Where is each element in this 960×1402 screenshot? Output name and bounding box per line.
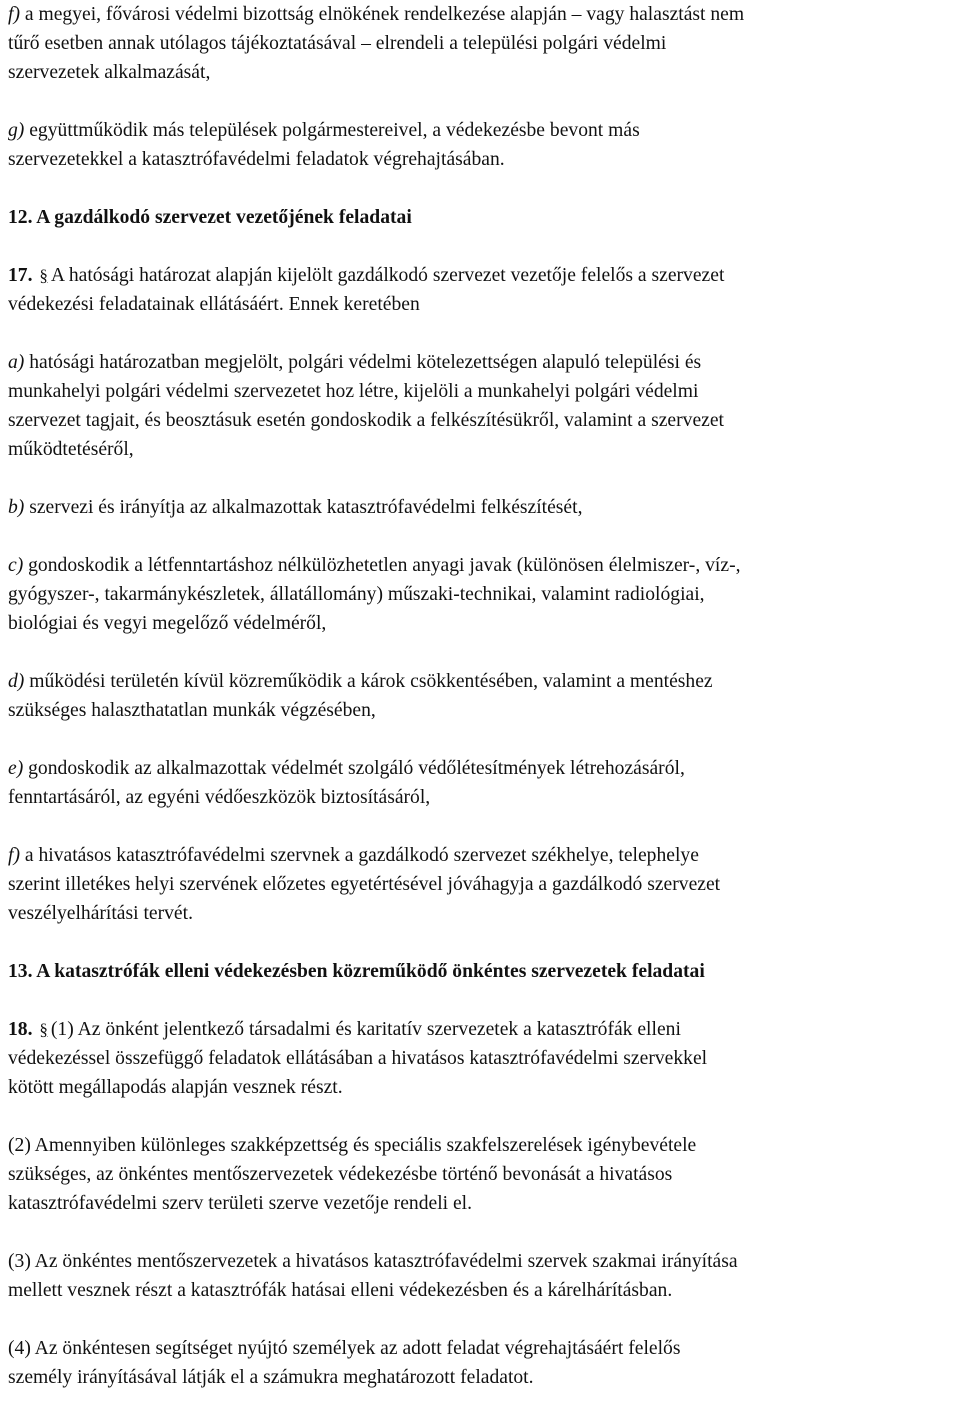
item-label: a) [8, 352, 25, 373]
item-label: g) [8, 120, 25, 141]
heading-12: 12. A gazdálkodó szervezet vezetőjének feladatai [8, 207, 412, 228]
item-17-d [8, 667, 958, 725]
item-text: hatósági határozatban megjelölt, polgári védelmi kötelezettségen alapuló települési és munkahelyi polgári védelmi szervezetet hoz létre, kijelöli a munkahelyi polgári védelmi szervezet tagjait, és beosztásuk esetén gondoskodik a felkészítésükről, valamint a szervezet működtetéséről, [8, 352, 724, 460]
item-17-a [8, 348, 958, 464]
item-text: a megyei, fővárosi védelmi bizottság elnökének rendelkezése alapján – vagy halasztást nem tűrő esetben annak utólagos tájékoztatásával – elrendeli a települési polgári védelmi szervezetek alkalmazását, [8, 4, 745, 83]
item-label: f) [8, 4, 20, 25]
item-17-f [8, 841, 958, 928]
item-f-prev [8, 0, 958, 87]
section-symbol-link[interactable]: § [39, 266, 48, 285]
section-18-p3: (3) Az önkéntes mentőszervezetek a hivatásos katasztrófavédelmi szervek szakmai irányítása mellett vesznek részt a katasztrófák hatásai elleni védekezésben és a kárelhárításban. [8, 1251, 738, 1301]
item-17-b [8, 493, 958, 522]
section-symbol-link[interactable]: § [39, 1020, 48, 1039]
section-18-p2: (2) Amennyiben különleges szakképzettség és speciális szakfelszerelések igénybevétele szükséges, az önkéntes mentőszervezetek védekezésbe történő bevonását a hivatásos katasztrófavédelmi szerv területi szerve vezetője rendeli el. [8, 1135, 697, 1214]
item-17-e [8, 754, 958, 812]
item-label: b) [8, 497, 25, 518]
section-number: 17. [8, 265, 33, 286]
section-number: 18. [8, 1019, 33, 1040]
item-text: együttműködik más települések polgármestereivel, a védekezésbe bevont más szervezetekkel a katasztrófavédelmi feladatok végrehajtásában. [8, 120, 640, 170]
item-text: gondoskodik az alkalmazottak védelmét szolgáló védőlétesítmények létrehozásáról, fenntartásáról, az egyéni védőeszközök biztosításáról, [8, 758, 685, 808]
item-text: szervezi és irányítja az alkalmazottak katasztrófavédelmi felkészítését, [24, 497, 583, 518]
section-17 [8, 261, 958, 319]
item-label: f) [8, 845, 20, 866]
section-text: A hatósági határozat alapján kijelölt gazdálkodó szervezet vezetője felelős a szervezet védekezési feladatainak ellátásáért. Ennek keretében [8, 265, 725, 315]
item-17-c [8, 551, 958, 638]
item-text: a hivatásos katasztrófavédelmi szervnek a gazdálkodó szervezet székhelye, telephelye szerint illetékes helyi szervének előzetes egyetértésével jóváhagyja a gazdálkodó szervezet veszélyelhárítási tervét. [8, 845, 721, 924]
section-18-p1 [8, 1015, 958, 1102]
item-text: gondoskodik a létfenntartáshoz nélkülözhetetlen anyagi javak (különösen élelmiszer-, víz-, gyógyszer-, takarmánykészletek, állatállomány) műszaki-technikai, valamint radiológiai, biológiai és vegyi megelőző védelméről, [8, 555, 741, 634]
item-label: d) [8, 671, 25, 692]
section-18-p4: (4) Az önkéntesen segítséget nyújtó személyek az adott feladat végrehajtásáért felelős személy irányításával látják el a számukra meghatározott feladatot. [8, 1338, 681, 1388]
item-label: c) [8, 555, 24, 576]
document-page [8, 0, 958, 1392]
section-text: (1) Az önként jelentkező társadalmi és karitatív szervezetek a katasztrófák elleni védekezéssel összefüggő feladatok ellátásában a hivatásos katasztrófavédelmi szervekkel kötött megállapodás alapján vesznek részt. [8, 1019, 708, 1098]
heading-13: 13. A katasztrófák elleni védekezésben közreműködő önkéntes szervezetek feladatai [8, 961, 705, 982]
item-g-prev [8, 116, 958, 174]
item-text: működési területén kívül közreműködik a károk csökkentésében, valamint a mentéshez szükséges halaszthatatlan munkák végzésében, [8, 671, 713, 721]
item-label: e) [8, 758, 24, 779]
